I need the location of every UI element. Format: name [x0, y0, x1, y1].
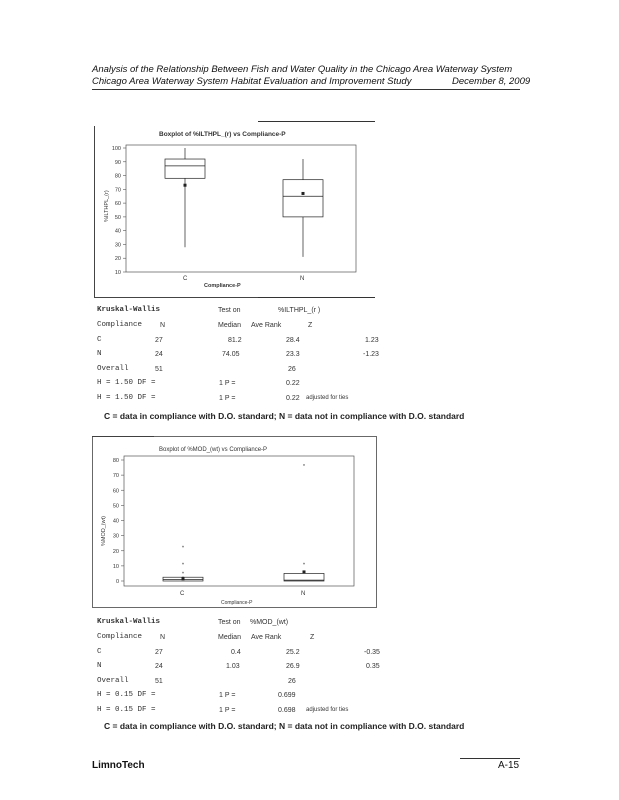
chart2-xtick-c: C: [180, 591, 185, 597]
table2-cell: 26: [288, 678, 296, 685]
y-tick-label: 60: [114, 201, 121, 208]
chart1-title: Boxplot of %ILTHPL_(r) vs Compliance-P: [159, 131, 286, 138]
table2-cell: Overall: [97, 677, 129, 685]
box-mean-marker: [302, 192, 305, 195]
table1-stat-h: H = 1.50 DF =: [97, 394, 156, 402]
chart1-xtick-n: N: [300, 276, 305, 282]
table1-h-averank: Ave Rank: [251, 322, 282, 329]
chart1-xlabel: Compliance-P: [204, 283, 241, 289]
y-tick-label: 0: [115, 579, 119, 585]
table2-stat-h: H = 0.15 DF =: [97, 706, 156, 714]
header-date: December 8, 2009: [452, 76, 531, 87]
table2-cell: 51: [155, 678, 163, 685]
table1-h-median: Median: [218, 322, 241, 329]
table1-cell: N: [97, 350, 102, 358]
chart1-y-axis: [112, 146, 126, 276]
box-mean-marker: [182, 577, 185, 580]
box-mean-marker: [303, 570, 306, 573]
table1-cell: 26: [288, 366, 296, 373]
table2-cell: 24: [155, 663, 163, 670]
table1-cell: 28.4: [286, 337, 300, 344]
chart1-top-rule: [258, 121, 375, 122]
table2-cell: 1.03: [226, 663, 240, 670]
table2-test-label: Kruskal-Wallis: [97, 618, 161, 626]
table2-h-compliance: Compliance: [97, 633, 143, 641]
table1-stat-note: adjusted for ties: [306, 395, 349, 401]
chart2-frame: [93, 437, 377, 608]
table1-cell: 81.2: [228, 337, 242, 344]
table1-cell: -1.23: [363, 351, 379, 358]
header-title-line2: Chicago Area Waterway System Habitat Evaluation and Improvement Study: [92, 76, 412, 87]
outlier-marker: *: [182, 545, 184, 552]
table1-h-z: Z: [308, 322, 313, 329]
table2-stat-p: 1 P =: [219, 707, 236, 714]
table1-cell: 51: [155, 366, 163, 373]
table1-cell: 27: [155, 337, 163, 344]
table2-h-z: Z: [310, 634, 315, 641]
outlier-marker: *: [303, 464, 305, 471]
outlier-marker: *: [303, 562, 305, 569]
box-mean-marker: [184, 184, 187, 187]
table2-cell: 27: [155, 649, 163, 656]
table2-cell: 0.35: [366, 663, 380, 670]
y-tick-label: 20: [114, 256, 121, 263]
y-tick-label: 10: [114, 270, 121, 276]
box-iqr: [165, 159, 205, 178]
box-c: [163, 546, 203, 581]
chart2-xtick-n: N: [301, 591, 306, 597]
y-tick-label: 50: [114, 214, 121, 221]
y-tick-label: 30: [114, 242, 121, 249]
table1-cell: 23.3: [286, 351, 300, 358]
table2-h-n: N: [160, 634, 166, 641]
table1-cell: Overall: [97, 365, 129, 373]
y-tick-label: 10: [112, 563, 119, 570]
y-tick-label: 80: [112, 458, 119, 464]
table2-variable: %MOD_(wt): [250, 619, 289, 626]
table2-stat-v: 0.698: [278, 707, 296, 714]
table2-stat-v: 0.699: [278, 692, 296, 699]
y-tick-label: 60: [112, 488, 119, 495]
table2-stat-p: 1 P =: [219, 692, 236, 699]
footer-page-number: A-15: [498, 760, 520, 771]
footer-rule: [460, 758, 520, 759]
table2-cell: 26.9: [286, 663, 300, 670]
box-iqr: [283, 180, 323, 217]
table2-cell: 0.4: [231, 649, 241, 656]
chart2-xlabel: Compliance-P: [221, 600, 253, 606]
table1-cell: 74.05: [222, 351, 240, 358]
table2-cell: -0.35: [364, 649, 380, 656]
y-tick-label: 70: [112, 473, 119, 480]
y-tick-label: 20: [112, 548, 119, 555]
chart2-title: Boxplot of %MOD_(wt) vs Compliance-P: [159, 447, 268, 453]
y-tick-label: 100: [111, 146, 121, 152]
y-tick-label: 90: [114, 159, 121, 166]
chart2-y-axis: [113, 458, 124, 585]
chart1-ylabel: %ILTHPL_(r): [104, 190, 110, 222]
y-tick-label: 80: [114, 173, 121, 180]
caption-1: C = data in compliance with D.O. standard; N = data not in compliance with D.O. standard: [104, 411, 465, 421]
table1-test-label: Kruskal-Wallis: [97, 306, 161, 314]
table1-stat-p: 1 P =: [219, 395, 236, 402]
y-tick-label: 40: [114, 228, 121, 235]
table1-variable: %ILTHPL_(r ): [278, 307, 321, 314]
table1-test-on: Test on: [218, 307, 241, 314]
table1-stat-v: 0.22: [286, 395, 300, 402]
footer-company: LimnoTech: [92, 760, 145, 771]
table1-h-compliance: Compliance: [97, 321, 143, 329]
chart2-boxes: [163, 464, 324, 581]
table2-cell: N: [97, 662, 102, 670]
table1-h-n: N: [160, 322, 166, 329]
header-title-line1: Analysis of the Relationship Between Fish and Water Quality in the Chicago Area Waterway System: [92, 64, 513, 75]
y-tick-label: 50: [112, 503, 119, 510]
table2-cell: 25.2: [286, 649, 300, 656]
chart2-svg: [92, 436, 378, 609]
box-c: [165, 148, 205, 247]
y-tick-label: 30: [112, 533, 119, 540]
table2-h-averank: Ave Rank: [251, 634, 282, 641]
outlier-marker: *: [182, 571, 184, 578]
chart2-plot-area: [124, 456, 354, 586]
table1-cell: C: [97, 336, 102, 344]
chart2-ylabel: %MOD_(wt): [101, 516, 107, 546]
chart1-xtick-c: C: [183, 276, 188, 282]
caption-2: C = data in compliance with D.O. standard; N = data not in compliance with D.O. standard: [104, 721, 465, 731]
table2-test-on: Test on: [218, 619, 241, 626]
box-n: [283, 159, 323, 257]
chart1-svg: [94, 126, 375, 298]
table1-cell: 24: [155, 351, 163, 358]
table2-stat-h: H = 0.15 DF =: [97, 691, 156, 699]
table2-cell: C: [97, 648, 102, 656]
outlier-marker: *: [182, 562, 184, 569]
table1-stat-v: 0.22: [286, 380, 300, 387]
table1-cell: 1.23: [365, 337, 379, 344]
y-tick-label: 70: [114, 187, 121, 194]
table2-h-median: Median: [218, 634, 241, 641]
table1-stat-h: H = 1.50 DF =: [97, 379, 156, 387]
chart1-bottom-rule: [258, 297, 375, 298]
table1-stat-p: 1 P =: [219, 380, 236, 387]
box-n: [284, 464, 324, 581]
y-tick-label: 40: [112, 518, 119, 525]
chart1-boxes: [165, 148, 323, 257]
table2-stat-note: adjusted for ties: [306, 707, 349, 713]
header-rule: [92, 89, 520, 90]
